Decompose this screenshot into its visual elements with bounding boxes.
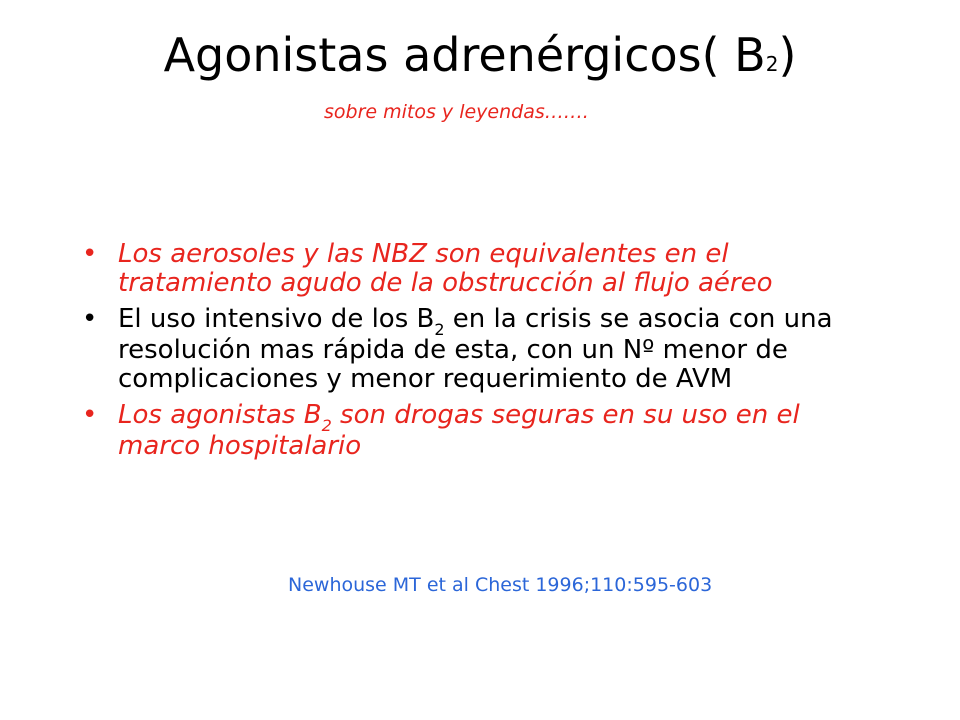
slide-title-close: ) <box>778 28 797 82</box>
bullet-list <box>82 240 882 468</box>
bullet-subscript: 2 <box>434 320 445 339</box>
bullet-subscript: 2 <box>321 416 332 435</box>
bullet-item-aerosols <box>82 240 882 298</box>
slide-title-text: Agonistas adrenérgicos( B <box>163 28 766 82</box>
bullet-marker: • <box>82 400 98 430</box>
bullet-item-safety <box>82 401 882 461</box>
bullet-text: Los agonistas B <box>118 400 322 430</box>
bullet-text: Los aerosoles y las NBZ son equivalentes en el tratamiento agudo de la obstrucción al flujo aéreo <box>118 239 773 298</box>
slide-title <box>0 30 960 81</box>
bullet-marker: • <box>82 239 98 269</box>
citation-reference: Newhouse MT et al Chest 1996;110:595-603 <box>288 574 713 596</box>
slide-subtitle: sobre mitos y leyendas……. <box>324 101 589 123</box>
bullet-item-intensive-use <box>82 305 882 394</box>
bullet-text-continued: en la crisis se asocia con una resolución mas rápida de esta, con un Nº menor de complicaciones y menor requerimiento de AVM <box>118 304 833 394</box>
bullet-text: El uso intensivo de los B <box>118 304 435 334</box>
bullet-marker: • <box>82 304 98 334</box>
slide-title-subscript: 2 <box>765 52 779 76</box>
bullet-text-continued: son drogas seguras en su uso en el marco hospitalario <box>118 400 800 461</box>
